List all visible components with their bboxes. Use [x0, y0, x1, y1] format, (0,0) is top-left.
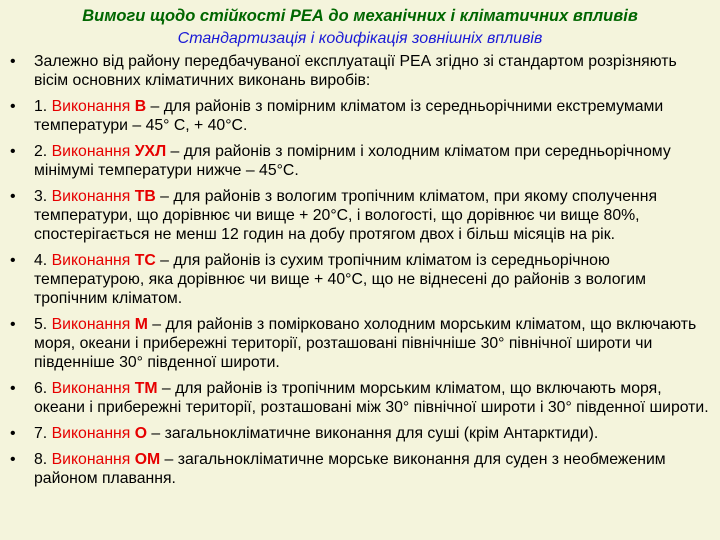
list-item-intro [8, 52, 714, 90]
list-item-4 [8, 251, 714, 308]
item-code: О [134, 425, 148, 442]
bullet-list [8, 52, 714, 495]
item-number: 7. [34, 425, 52, 442]
bullet-icon: • [10, 316, 16, 333]
item-label: Виконання [51, 380, 135, 397]
item-label: Виконання [51, 316, 135, 333]
bullet-icon: • [10, 451, 16, 468]
item-label: Виконання [51, 98, 135, 115]
list-item-7 [8, 424, 714, 443]
item-label: Виконання [51, 188, 135, 205]
item-label: Виконання [51, 252, 135, 269]
bullet-icon: • [10, 53, 16, 70]
item-label: Виконання [51, 425, 135, 442]
item-code: В [134, 98, 147, 115]
bullet-icon: • [10, 425, 16, 442]
item-code: М [134, 316, 148, 333]
item-text: – для районів з помірним і холодним кліматом при середньорічному мінімумі температури нижче – 45°С. [34, 143, 671, 179]
item-code: ТС [134, 252, 156, 269]
bullet-icon: • [10, 188, 16, 205]
bullet-icon: • [10, 98, 16, 115]
intro-text: Залежно від району передбачуваної експлуатації РЕА згідно зі стандартом розрізняють вісім основних кліматичних виконань виробів: [34, 53, 677, 89]
item-code: УХЛ [134, 143, 167, 160]
item-text: – для районів із сухим тропічним кліматом із середньорічною температурою, яка дорівнює чи вище + 40°С, що не віднесені до районів з вологим тропічним кліматом. [34, 252, 646, 307]
item-number: 3. [34, 188, 52, 205]
item-number: 2. [34, 143, 52, 160]
list-item-1 [8, 97, 714, 135]
item-code: ТМ [134, 380, 158, 397]
item-text: – для районів із тропічним морським кліматом, що включають моря, океани і прибережні території, розташовані між 30° північної широти і 30° південної широти. [34, 380, 709, 416]
item-number: 5. [34, 316, 52, 333]
slide-title: Вимоги щодо стійкості РЕА до механічних і кліматичних впливів [82, 7, 638, 25]
item-code: ОМ [134, 451, 161, 468]
list-item-6 [8, 379, 714, 417]
item-text: – загальнокліматичне морське виконання для суден з необмеженим районом плавання. [34, 451, 666, 487]
item-text: – для районів з вологим тропічним кліматом, при якому сполучення температури, що дорівнює чи вище + 20°С, і вологості, що дорівнює чи вище 80%, спостерігається не менш 12 годин на добу протягом двох і більш місяців на рік. [34, 188, 658, 243]
list-item-3 [8, 187, 714, 244]
list-item-8 [8, 450, 714, 488]
item-text: – для районів з помірковано холодним морським кліматом, що включають моря, океани і прибережні території, розташовані північніше 30° північної широти чи південніше 30° південної широти. [34, 316, 697, 371]
bullet-icon: • [10, 143, 16, 160]
item-code: ТВ [134, 188, 156, 205]
item-number: 4. [34, 252, 52, 269]
bullet-icon: • [10, 380, 16, 397]
item-number: 1. [34, 98, 52, 115]
bullet-icon: • [10, 252, 16, 269]
list-item-2 [8, 142, 714, 180]
item-text: – для районів з помірним кліматом із середньорічними екстремумами температури – 45° С, + 40°С. [34, 98, 664, 134]
list-item-5 [8, 315, 714, 372]
item-label: Виконання [51, 451, 135, 468]
item-number: 6. [34, 380, 52, 397]
item-text: – загальнокліматичне виконання для суші (крім Антарктиди). [147, 425, 599, 442]
item-number: 8. [34, 451, 52, 468]
item-label: Виконання [51, 143, 135, 160]
slide-subtitle: Стандартизація і кодифікація зовнішніх впливів [177, 30, 543, 47]
